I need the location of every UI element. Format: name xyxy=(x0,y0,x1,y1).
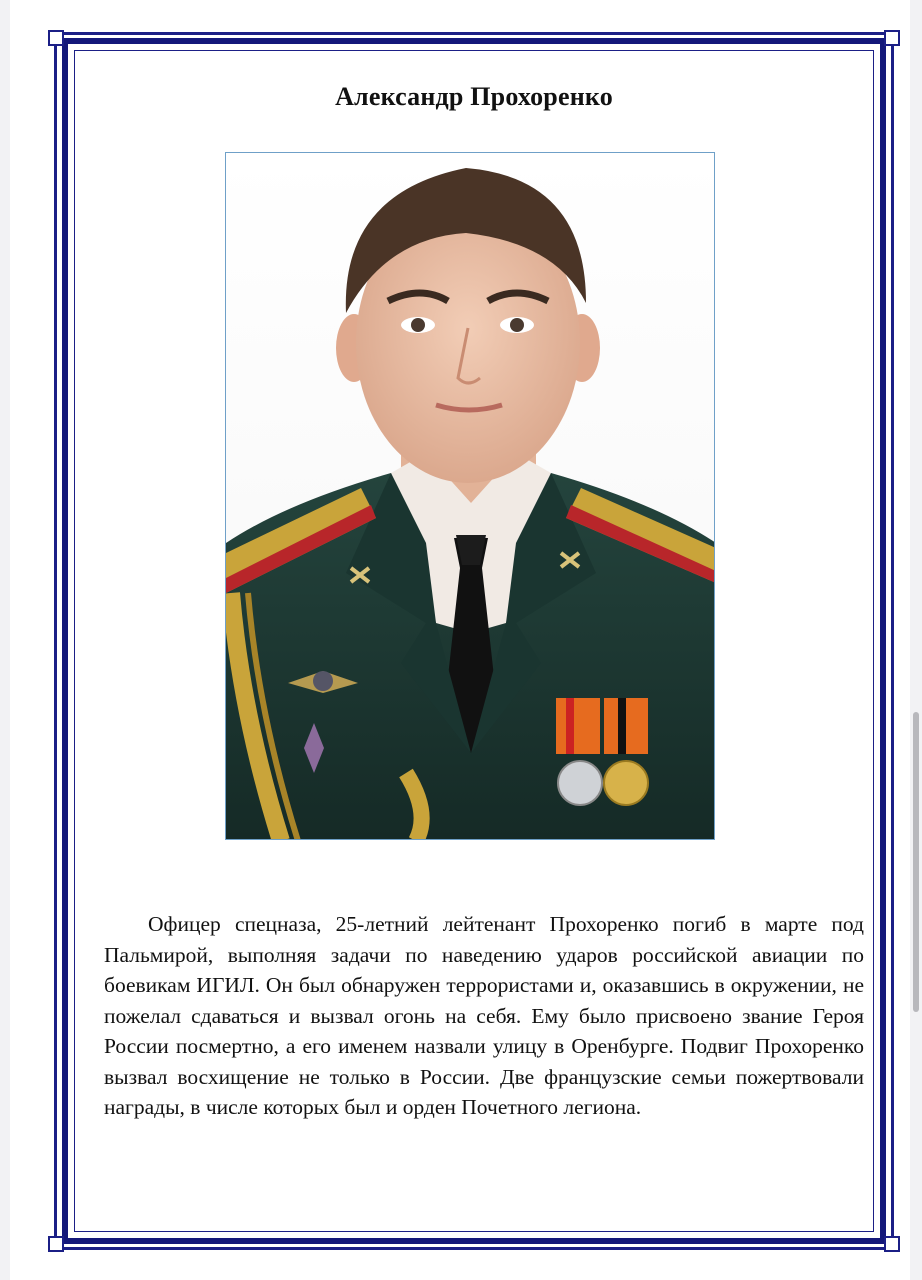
border-corner-ornament xyxy=(884,30,900,46)
page-title: Александр Прохоренко xyxy=(335,82,613,111)
document-page xyxy=(10,0,910,1280)
biography-paragraph: Офицер спецназа, 25-летний лейтенант Прохоренко погиб в марте под Пальмирой, выполняя задачи по наведению ударов российской авиации по боевикам ИГИЛ. Он был обнаружен террористами и, оказавшись в окружении, не пожелал сдаваться и вызвал огонь на себя. Ему было присвоено звание Героя России посмертно, а его именем назвали улицу в Оренбурге. Подвиг Прохоренко вызвал восхищение не только в России. Две французские семьи пожертвовали награды, в числе которых был и орден Почетного легиона. xyxy=(104,912,864,1119)
vertical-scrollbar[interactable] xyxy=(913,712,919,1012)
portrait-illustration xyxy=(226,153,715,840)
border-corner-ornament xyxy=(48,30,64,46)
border-corner-ornament xyxy=(884,1236,900,1252)
border-corner-ornament xyxy=(48,1236,64,1252)
officer-portrait-photo xyxy=(225,152,715,840)
